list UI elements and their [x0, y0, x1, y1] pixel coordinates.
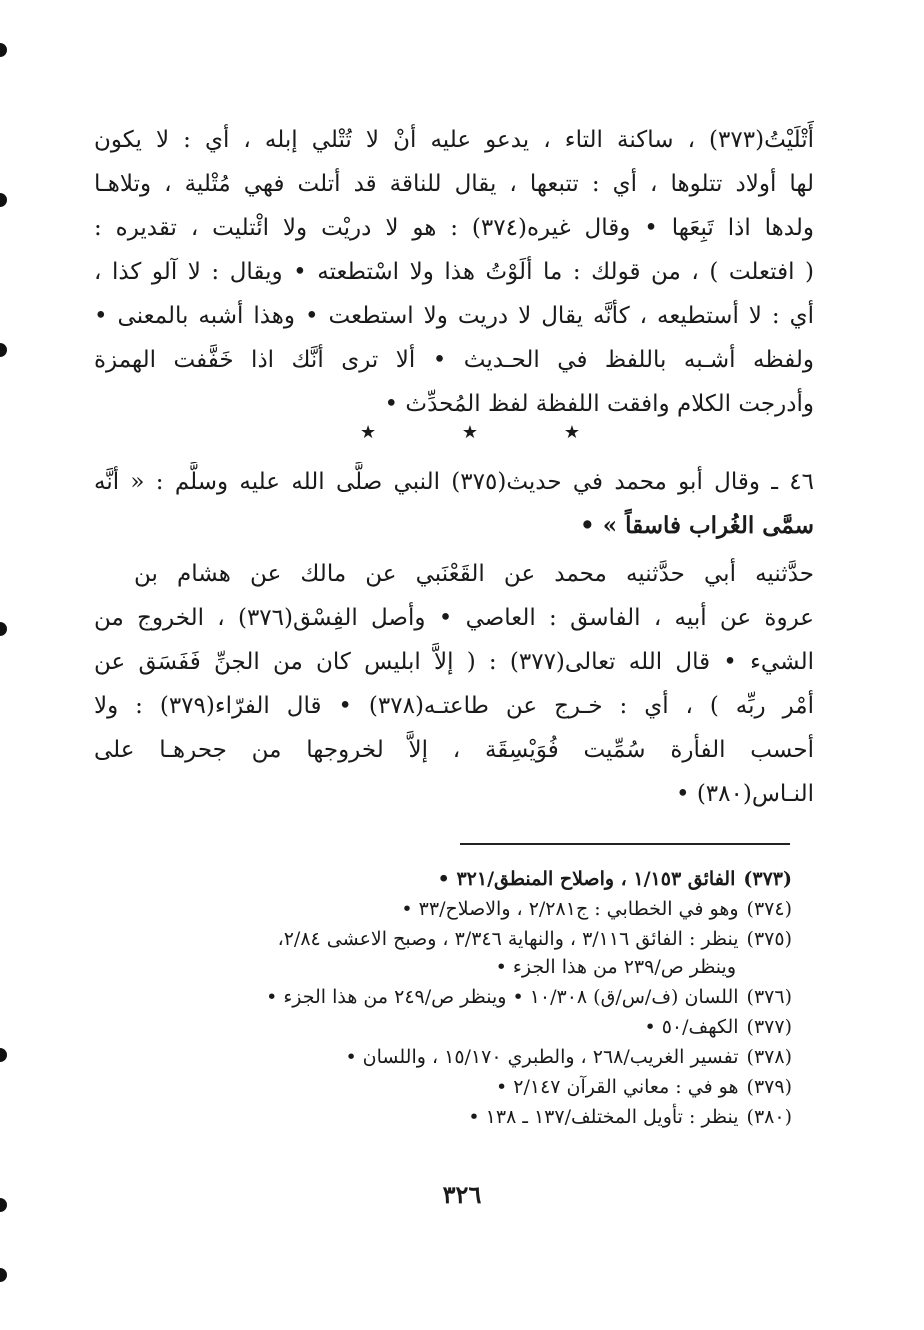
footnote-continuation: وينظر ص/٢٣٩ من هذا الجزء •	[495, 956, 736, 978]
footnote-number: (٣٧٧)	[746, 1016, 792, 1038]
footnote-text: ينظر : الفائق ٣/١١٦ ، والنهاية ٣/٣٤٦ ، وصبح الاعشى ٢/٨٤،	[277, 928, 739, 950]
binding-mark	[0, 622, 7, 636]
footnote-text: هو في : معاني القرآن ٢/١٤٧ •	[496, 1076, 739, 1098]
footnote	[278, 926, 792, 952]
binding-mark	[0, 343, 7, 357]
footnote-number: (٣٧٤)	[746, 898, 792, 920]
text-line: لها أولاد تتلوها ، أي : تتبعها ، يقال للناقة قد أتلت فهي مُتْلية ، وتلاهـا	[94, 171, 814, 197]
text-line: أي : لا أستطيعه ، كأنَّه يقال لا دريت ولا استطعت • وهذا أشبه بالمعنى •	[94, 303, 814, 329]
text-line: وأدرجت الكلام وافقت اللفظة لفظ المُحدِّث •	[384, 391, 814, 417]
footnote-text: وهو في الخطابي : ج٢/٢٨١ ، والاصلاح/٣٣ •	[401, 898, 739, 920]
footnote-text: الفائق ١/١٥٣ ، واصلاح المنطق/٣٢١ •	[437, 868, 736, 890]
text-line: عروة عن أبيه ، الفاسق : العاصي • وأصل الفِسْق(٣٧٦) ، الخروج من	[94, 605, 814, 631]
text-line: حدَّثنيه أبي حدَّثنيه محمد عن القَعْنَبي عن مالك عن هشام بن	[134, 561, 814, 587]
footnote	[401, 896, 792, 922]
footnote	[468, 1104, 792, 1130]
footnote-text: الكهف/٥٠ •	[644, 1016, 739, 1038]
footnote-number: (٣٨٠)	[746, 1106, 792, 1128]
footnote-text: ينظر : تأويل المختلف/١٣٧ ـ ١٣٨ •	[468, 1106, 739, 1128]
footnote-number: (٣٧٦)	[746, 986, 792, 1008]
text-line: ولدها اذا تَبِعَها • وقال غيره(٣٧٤) : هو لا دريْت ولا ائْتليت ، تقديره :	[94, 215, 814, 241]
hadith-heading-line: ٤٦ ـ وقال أبو محمد في حديث(٣٧٥) النبي صلَّى الله عليه وسلَّم : « أنَّه	[94, 469, 814, 495]
text-line: أَتْلَيْتُ(٣٧٣) ، ساكنة التاء ، يدعو عليه أنْ لا تُتْلي إبله ، أي : لا يكون	[94, 127, 814, 153]
footnote-number: (٣٧٣)	[743, 868, 792, 890]
footnote-number: (٣٧٨)	[746, 1046, 792, 1068]
footnote	[496, 1074, 792, 1100]
binding-mark	[0, 1048, 7, 1062]
footnote-text: تفسير الغريب/٢٦٨ ، والطبري ١٥/١٧٠ ، واللسان •	[345, 1046, 739, 1068]
star-icon: ★	[461, 422, 479, 443]
text-line: ( افتعلت ) ، من قولك : ما ألَوْتُ هذا ولا اسْتطعته • ويقال : لا آلو كذا ،	[94, 259, 814, 285]
section-separator	[360, 422, 580, 443]
footnote	[266, 984, 792, 1010]
text-line: النـاس(٣٨٠) •	[675, 781, 814, 807]
footnote-text: اللسان (ف/س/ق) ١٠/٣٠٨ • وينظر ص/٢٤٩ من هذا الجزء •	[266, 986, 739, 1008]
footnote	[438, 866, 792, 892]
footnote-number: (٣٧٥)	[746, 928, 792, 950]
text-line: أحسب الفأرة سُمِّيت فُوَيْسِقَة ، إلاَّ لخروجها من جحرهـا على	[94, 737, 814, 763]
page-number: ٣٢٦	[442, 1180, 482, 1209]
footnote	[345, 1044, 792, 1070]
footnote-number: (٣٧٩)	[746, 1076, 792, 1098]
binding-mark	[0, 43, 7, 57]
footnote-divider	[460, 843, 790, 845]
text-line: ولفظه أشـبه باللفظ في الحـديث • ألا ترى أنَّك اذا خَفَّفت الهمزة	[94, 347, 814, 373]
footnote	[644, 1014, 792, 1040]
star-icon: ★	[563, 422, 580, 443]
text-line: أمْر ربِّه ) ، أي : خـرج عن طاعتـه(٣٧٨) • قال الفرّاء(٣٧٩) : ولا	[94, 693, 814, 719]
binding-mark	[0, 1268, 7, 1282]
hadith-heading-line: سمَّى الغُراب فاسقاً » •	[580, 512, 814, 539]
text-line: الشيء • قال الله تعالى(٣٧٧) : ( إلاَّ ابليس كان من الجنِّ فَفَسَق عن	[94, 649, 814, 675]
star-icon: ★	[360, 422, 377, 443]
binding-mark	[0, 193, 7, 207]
